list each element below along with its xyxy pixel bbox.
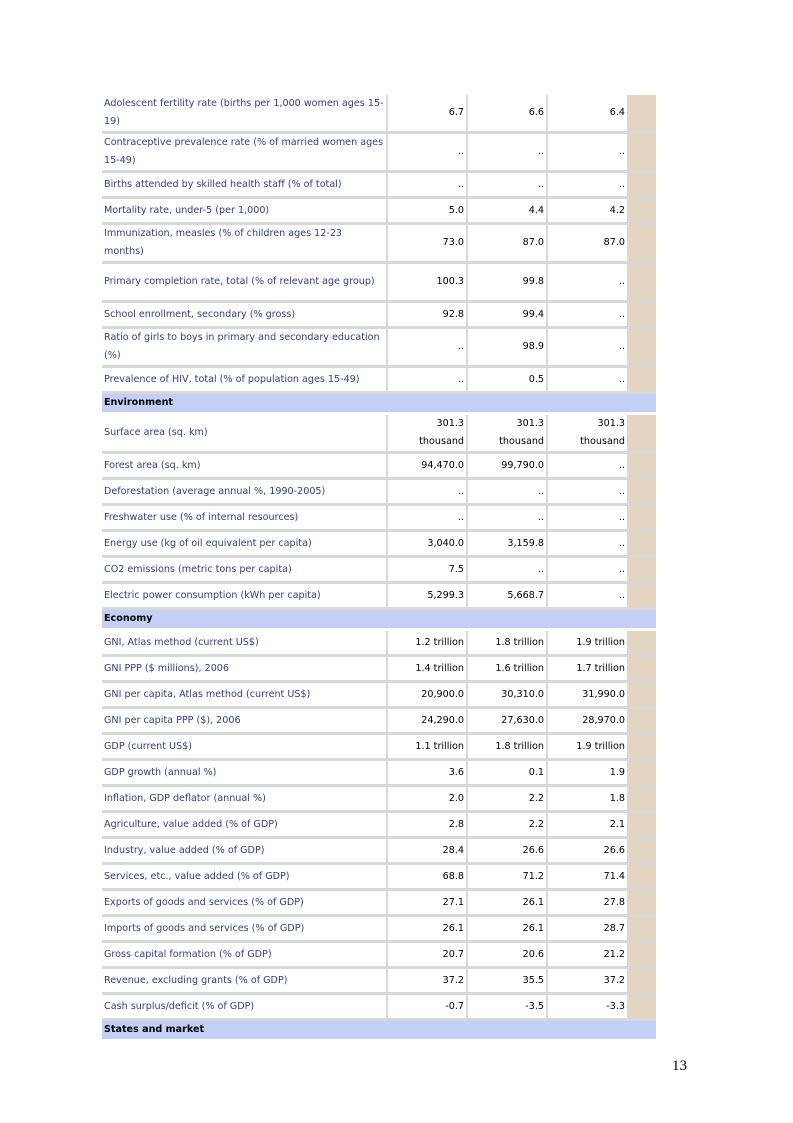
indicator-value-v3: .. — [548, 480, 629, 506]
side-shade-cell — [629, 683, 656, 709]
indicator-label: GNI, Atlas method (current US$) — [102, 631, 388, 657]
table-row — [102, 813, 656, 839]
indicator-value-v2: 4.4 — [468, 199, 548, 225]
side-shade-cell — [629, 709, 656, 735]
indicator-value-v1: 1.4 trillion — [388, 657, 468, 683]
indicator-value-v2: .. — [468, 134, 548, 173]
table-row — [102, 134, 656, 173]
section-title: Economy — [102, 610, 656, 631]
indicator-value-v1: 5,299.3 — [388, 584, 468, 610]
indicator-value-v3: 1.9 trillion — [548, 631, 629, 657]
indicator-value-v1: 301.3 thousand — [388, 415, 468, 454]
indicator-value-v1: 28.4 — [388, 839, 468, 865]
indicator-label: Births attended by skilled health staff (% of total) — [102, 173, 388, 199]
table-row — [102, 532, 656, 558]
indicator-value-v3: .. — [548, 584, 629, 610]
side-shade-cell — [629, 506, 656, 532]
side-shade-cell — [629, 917, 656, 943]
indicator-value-v1: 68.8 — [388, 865, 468, 891]
indicator-value-v3: 37.2 — [548, 969, 629, 995]
table-row — [102, 839, 656, 865]
indicator-value-v3: 21.2 — [548, 943, 629, 969]
table-row — [102, 787, 656, 813]
side-shade-cell — [629, 943, 656, 969]
table-row — [102, 761, 656, 787]
indicator-label: GDP growth (annual %) — [102, 761, 388, 787]
indicator-value-v2: 35.5 — [468, 969, 548, 995]
side-shade-cell — [629, 761, 656, 787]
table-row — [102, 917, 656, 943]
indicator-value-v3: 4.2 — [548, 199, 629, 225]
indicator-label: Services, etc., value added (% of GDP) — [102, 865, 388, 891]
indicator-value-v2: 26.1 — [468, 891, 548, 917]
table-row — [102, 943, 656, 969]
indicator-value-v1: 1.1 trillion — [388, 735, 468, 761]
table-row — [102, 173, 656, 199]
table-row — [102, 683, 656, 709]
indicator-value-v2: 1.8 trillion — [468, 631, 548, 657]
indicator-label: Energy use (kg of oil equivalent per capita) — [102, 532, 388, 558]
indicator-value-v2: 2.2 — [468, 813, 548, 839]
indicator-value-v3: 1.7 trillion — [548, 657, 629, 683]
indicator-value-v3: -3.3 — [548, 995, 629, 1021]
section-title: States and market — [102, 1021, 656, 1039]
indicator-value-v3: .. — [548, 134, 629, 173]
indicator-value-v1: 6.7 — [388, 95, 468, 134]
indicator-value-v2: 5,668.7 — [468, 584, 548, 610]
indicator-value-v2: 0.1 — [468, 761, 548, 787]
indicator-value-v3: .. — [548, 506, 629, 532]
indicator-value-v2: 99.8 — [468, 264, 548, 303]
indicator-label: CO2 emissions (metric tons per capita) — [102, 558, 388, 584]
side-shade-cell — [629, 329, 656, 368]
indicators-table-body — [102, 95, 656, 1039]
table-row — [102, 199, 656, 225]
side-shade-cell — [629, 368, 656, 394]
side-shade-cell — [629, 480, 656, 506]
indicator-label: GNI PPP ($ millions), 2006 — [102, 657, 388, 683]
indicator-value-v1: 3,040.0 — [388, 532, 468, 558]
indicator-value-v3: 301.3 thousand — [548, 415, 629, 454]
indicator-label: Surface area (sq. km) — [102, 415, 388, 454]
indicator-label: Contraceptive prevalence rate (% of married women ages 15-49) — [102, 134, 388, 173]
indicator-value-v2: .. — [468, 506, 548, 532]
indicator-value-v3: 28,970.0 — [548, 709, 629, 735]
indicator-label: Exports of goods and services (% of GDP) — [102, 891, 388, 917]
indicator-value-v2: 0.5 — [468, 368, 548, 394]
indicator-value-v2: 87.0 — [468, 225, 548, 264]
side-shade-cell — [629, 173, 656, 199]
table-row — [102, 264, 656, 303]
side-shade-cell — [629, 584, 656, 610]
side-shade-cell — [629, 415, 656, 454]
indicator-value-v3: .. — [548, 329, 629, 368]
table-row — [102, 709, 656, 735]
indicator-value-v3: .. — [548, 558, 629, 584]
table-row — [102, 995, 656, 1021]
indicator-value-v3: 1.9 trillion — [548, 735, 629, 761]
side-shade-cell — [629, 735, 656, 761]
side-shade-cell — [629, 839, 656, 865]
indicator-value-v1: 27.1 — [388, 891, 468, 917]
indicator-value-v1: 7.5 — [388, 558, 468, 584]
indicator-value-v1: 24,290.0 — [388, 709, 468, 735]
indicator-value-v1: 73.0 — [388, 225, 468, 264]
indicator-value-v2: 71.2 — [468, 865, 548, 891]
indicator-value-v3: .. — [548, 173, 629, 199]
indicator-value-v2: 1.8 trillion — [468, 735, 548, 761]
indicator-label: GNI per capita, Atlas method (current US$) — [102, 683, 388, 709]
indicator-label: Inflation, GDP deflator (annual %) — [102, 787, 388, 813]
indicator-value-v2: 99.4 — [468, 303, 548, 329]
indicator-value-v3: .. — [548, 303, 629, 329]
indicator-value-v2: 30,310.0 — [468, 683, 548, 709]
table-row — [102, 558, 656, 584]
indicator-value-v2: -3.5 — [468, 995, 548, 1021]
indicator-value-v2: 27,630.0 — [468, 709, 548, 735]
indicator-value-v2: 20.6 — [468, 943, 548, 969]
indicator-value-v1: 37.2 — [388, 969, 468, 995]
table-row — [102, 415, 656, 454]
indicator-label: Imports of goods and services (% of GDP) — [102, 917, 388, 943]
indicator-label: Agriculture, value added (% of GDP) — [102, 813, 388, 839]
table-row — [102, 454, 656, 480]
indicator-value-v3: 26.6 — [548, 839, 629, 865]
table-row — [102, 657, 656, 683]
indicator-label: Mortality rate, under-5 (per 1,000) — [102, 199, 388, 225]
side-shade-cell — [629, 969, 656, 995]
section-title: Environment — [102, 394, 656, 415]
indicator-value-v3: .. — [548, 532, 629, 558]
indicator-value-v3: 1.8 — [548, 787, 629, 813]
table-row — [102, 480, 656, 506]
indicator-value-v1: .. — [388, 329, 468, 368]
side-shade-cell — [629, 199, 656, 225]
indicator-label: Cash surplus/deficit (% of GDP) — [102, 995, 388, 1021]
indicators-table — [102, 95, 656, 1039]
table-row — [102, 584, 656, 610]
side-shade-cell — [629, 787, 656, 813]
indicator-value-v3: .. — [548, 264, 629, 303]
indicator-value-v2: .. — [468, 480, 548, 506]
indicator-value-v2: .. — [468, 558, 548, 584]
indicator-value-v1: .. — [388, 506, 468, 532]
table-row — [102, 95, 656, 134]
table-row — [102, 865, 656, 891]
indicator-value-v1: 3.6 — [388, 761, 468, 787]
indicator-value-v1: 20,900.0 — [388, 683, 468, 709]
indicator-value-v2: .. — [468, 173, 548, 199]
indicator-label: Ratio of girls to boys in primary and secondary education (%) — [102, 329, 388, 368]
indicator-value-v2: 301.3 thousand — [468, 415, 548, 454]
indicator-label: Electric power consumption (kWh per capita) — [102, 584, 388, 610]
indicator-value-v3: 87.0 — [548, 225, 629, 264]
table-row — [102, 969, 656, 995]
indicator-value-v3: 2.1 — [548, 813, 629, 839]
indicator-value-v2: 99,790.0 — [468, 454, 548, 480]
indicator-value-v1: 26.1 — [388, 917, 468, 943]
indicator-value-v2: 98.9 — [468, 329, 548, 368]
indicator-label: School enrollment, secondary (% gross) — [102, 303, 388, 329]
table-row — [102, 303, 656, 329]
side-shade-cell — [629, 264, 656, 303]
indicator-value-v1: 92.8 — [388, 303, 468, 329]
indicator-value-v2: 2.2 — [468, 787, 548, 813]
table-row — [102, 225, 656, 264]
side-shade-cell — [629, 865, 656, 891]
indicator-value-v1: 20.7 — [388, 943, 468, 969]
indicator-value-v2: 1.6 trillion — [468, 657, 548, 683]
side-shade-cell — [629, 225, 656, 264]
table-row — [102, 368, 656, 394]
indicator-value-v1: .. — [388, 480, 468, 506]
table-row — [102, 631, 656, 657]
indicator-value-v2: 6.6 — [468, 95, 548, 134]
side-shade-cell — [629, 134, 656, 173]
side-shade-cell — [629, 532, 656, 558]
indicator-value-v2: 26.1 — [468, 917, 548, 943]
indicator-label: GDP (current US$) — [102, 735, 388, 761]
indicator-value-v1: -0.7 — [388, 995, 468, 1021]
side-shade-cell — [629, 303, 656, 329]
indicator-label: Industry, value added (% of GDP) — [102, 839, 388, 865]
indicator-label: Deforestation (average annual %, 1990-2005) — [102, 480, 388, 506]
section-header-row — [102, 394, 656, 415]
table-row — [102, 506, 656, 532]
indicator-value-v1: 94,470.0 — [388, 454, 468, 480]
indicator-value-v1: 1.2 trillion — [388, 631, 468, 657]
page-number: 13 — [672, 1058, 687, 1074]
side-shade-cell — [629, 657, 656, 683]
side-shade-cell — [629, 558, 656, 584]
side-shade-cell — [629, 813, 656, 839]
indicator-label: Forest area (sq. km) — [102, 454, 388, 480]
side-shade-cell — [629, 95, 656, 134]
side-shade-cell — [629, 891, 656, 917]
side-shade-cell — [629, 454, 656, 480]
indicator-label: Immunization, measles (% of children ages 12-23 months) — [102, 225, 388, 264]
indicator-value-v1: 2.0 — [388, 787, 468, 813]
indicator-value-v3: 28.7 — [548, 917, 629, 943]
indicator-label: GNI per capita PPP ($), 2006 — [102, 709, 388, 735]
table-row — [102, 735, 656, 761]
indicator-label: Primary completion rate, total (% of relevant age group) — [102, 264, 388, 303]
indicator-value-v1: .. — [388, 173, 468, 199]
indicator-value-v3: .. — [548, 368, 629, 394]
indicator-label: Revenue, excluding grants (% of GDP) — [102, 969, 388, 995]
indicator-value-v1: .. — [388, 134, 468, 173]
table-row — [102, 891, 656, 917]
indicator-value-v1: 100.3 — [388, 264, 468, 303]
indicator-value-v2: 26.6 — [468, 839, 548, 865]
indicator-label: Gross capital formation (% of GDP) — [102, 943, 388, 969]
indicator-value-v1: 2.8 — [388, 813, 468, 839]
section-header-row — [102, 1021, 656, 1039]
indicator-label: Adolescent fertility rate (births per 1,000 women ages 15-19) — [102, 95, 388, 134]
indicator-label: Freshwater use (% of internal resources) — [102, 506, 388, 532]
indicator-value-v3: 1.9 — [548, 761, 629, 787]
indicator-value-v3: 71.4 — [548, 865, 629, 891]
table-row — [102, 329, 656, 368]
indicator-value-v3: 31,990.0 — [548, 683, 629, 709]
side-shade-cell — [629, 995, 656, 1021]
indicator-value-v3: .. — [548, 454, 629, 480]
indicator-value-v1: .. — [388, 368, 468, 394]
indicator-value-v3: 27.8 — [548, 891, 629, 917]
indicator-label: Prevalence of HIV, total (% of population ages 15-49) — [102, 368, 388, 394]
indicator-value-v2: 3,159.8 — [468, 532, 548, 558]
section-header-row — [102, 610, 656, 631]
side-shade-cell — [629, 631, 656, 657]
indicator-value-v1: 5.0 — [388, 199, 468, 225]
indicator-value-v3: 6.4 — [548, 95, 629, 134]
